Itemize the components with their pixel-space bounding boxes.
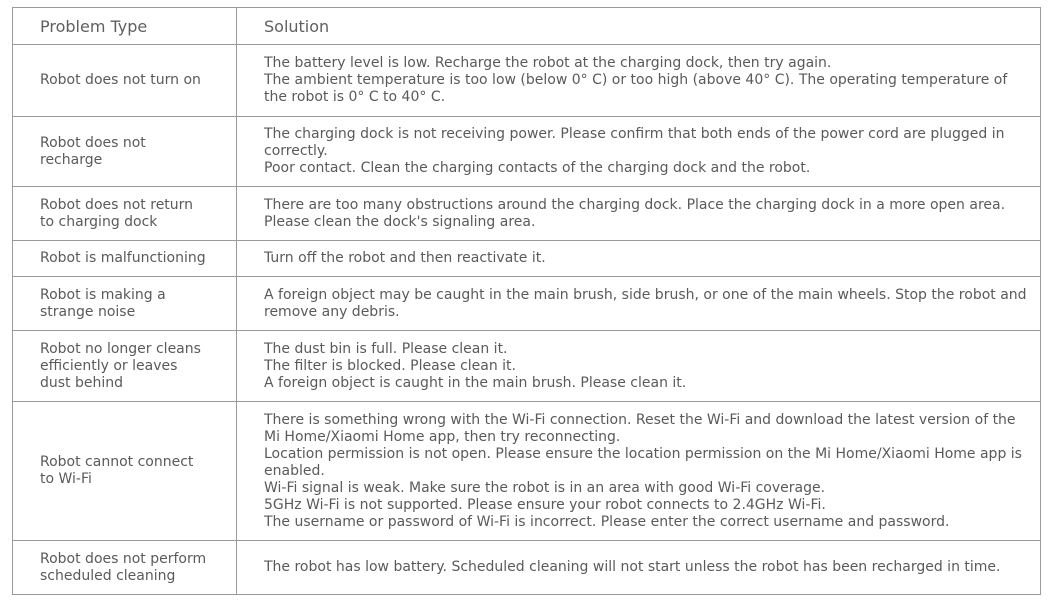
solution-text: The filter is blocked. Please clean it.	[264, 357, 516, 374]
solution-cell	[237, 187, 1041, 241]
problem-text: Robot does not return to charging dock	[40, 196, 194, 230]
solution-cell	[237, 331, 1041, 402]
table-row	[13, 45, 1041, 117]
table-row	[13, 117, 1041, 187]
header-solution: Solution	[237, 8, 1041, 45]
solution-text: Wi-Fi signal is weak. Make sure the robot is in an area with good Wi-Fi coverage.	[264, 479, 826, 496]
problem-cell	[13, 187, 237, 241]
solution-cell	[237, 241, 1041, 277]
solution-text: The username or password of Wi-Fi is incorrect. Please enter the correct username and password.	[264, 513, 950, 530]
solution-cell	[237, 541, 1041, 595]
problem-cell	[13, 45, 237, 117]
solution-text: The charging dock is not receiving power. Please confirm that both ends of the power cord are plugged in correctly.	[264, 126, 1005, 159]
table-row	[13, 187, 1041, 241]
solution-text: There is something wrong with the Wi-Fi connection. Reset the Wi-Fi and download the latest version of the Mi Home/Xiaomi Home app, then try reconnecting.	[264, 411, 1016, 445]
solution-text: Turn off the robot and then reactivate it.	[264, 250, 546, 266]
problem-cell	[13, 331, 237, 402]
table-row	[13, 402, 1041, 541]
solution-cell	[237, 277, 1041, 331]
problem-text: Robot cannot connect to Wi-Fi	[40, 454, 194, 487]
problem-text: Robot does not turn on	[40, 72, 201, 88]
problem-text: Robot is making a strange noise	[40, 286, 166, 320]
problem-cell	[13, 117, 237, 187]
solution-text: A foreign object may be caught in the main brush, side brush, or one of the main wheels. Stop the robot and remove any debris.	[264, 286, 1027, 320]
solution-text: A foreign object is caught in the main brush. Please clean it.	[264, 374, 687, 391]
solution-text: 5GHz Wi-Fi is not supported. Please ensure your robot connects to 2.4GHz Wi-Fi.	[264, 496, 826, 513]
solution-text: Please clean the dock's signaling area.	[264, 213, 536, 230]
troubleshooting-table	[12, 7, 1041, 595]
problem-cell	[13, 541, 237, 595]
solution-text: The robot has low battery. Scheduled cleaning will not start unless the robot has been recharged in time.	[264, 559, 1001, 575]
solution-cell	[237, 117, 1041, 187]
problem-cell	[13, 241, 237, 277]
solution-cell	[237, 402, 1041, 541]
solution-text: Location permission is not open. Please ensure the location permission on the Mi Home/Xiaomi Home app is enabled.	[264, 445, 1022, 479]
solution-cell	[237, 45, 1041, 117]
problem-text: Robot no longer cleans efficiently or leaves dust behind	[40, 340, 201, 391]
header-problem-type: Problem Type	[13, 8, 237, 45]
solution-text: Poor contact. Clean the charging contacts of the charging dock and the robot.	[264, 160, 811, 176]
solution-text: There are too many obstructions around the charging dock. Place the charging dock in a more open area.	[264, 196, 1006, 213]
problem-text: Robot is malfunctioning	[40, 250, 206, 266]
table-row	[13, 541, 1041, 595]
table-row	[13, 241, 1041, 277]
solution-text: The battery level is low. Recharge the robot at the charging dock, then try again.	[264, 55, 832, 71]
table-header-row	[13, 8, 1041, 45]
table-row	[13, 331, 1041, 402]
problem-cell	[13, 402, 237, 541]
table-row	[13, 277, 1041, 331]
problem-cell	[13, 277, 237, 331]
problem-text: Robot does not perform scheduled cleaning	[40, 550, 207, 584]
solution-text: The ambient temperature is too low (below 0° C) or too high (above 40° C). The operating temperature of the robot is 0° C to 40° C.	[264, 72, 1008, 105]
problem-text: Robot does not recharge	[40, 134, 146, 168]
solution-text: The dust bin is full. Please clean it.	[264, 340, 508, 357]
